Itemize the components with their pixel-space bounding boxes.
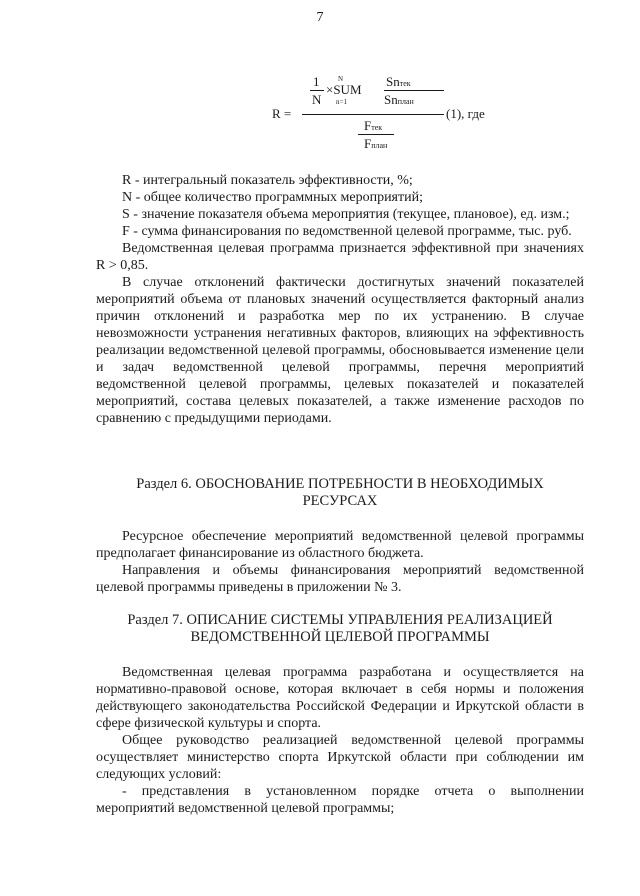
formula-sn-tek-sub: тек — [399, 79, 411, 88]
formula-f-plan-sub: план — [371, 141, 388, 150]
formula-sn-fraction-bar — [384, 90, 444, 91]
formula-tail: (1), где — [446, 106, 485, 121]
section-6-paragraph-2: Направления и объемы финансирования мероприятий ведомственной целевой программы приведены в приложении № 3. — [96, 563, 584, 595]
formula-sn-tek-base: Sn — [386, 74, 400, 89]
effectiveness-criterion: Ведомственная целевая программа признается эффективной при значениях R > 0,85. — [96, 241, 584, 273]
section-6-title — [96, 476, 584, 510]
formula-f-tek — [364, 118, 382, 134]
legend-f: F - сумма финансирования по ведомственной целевой программе, тыс. руб. — [122, 224, 572, 239]
section-7-paragraph-1: Ведомственная целевая программа разработана и осуществляется на нормативно-правовой основе, которая включает в себя нормы и положения действующего законодательства Российской Федерации и Иркутской области в сфере физической культуры и спорта. — [96, 665, 584, 731]
formula-one: 1 — [313, 74, 320, 89]
section-7-list-item-1: - представления в установленном порядке отчета о выполнении мероприятий ведомственной целевой программы; — [96, 784, 584, 816]
section-7-title-line-1: Раздел 7. ОПИСАНИЕ СИСТЕМЫ УПРАВЛЕНИЯ РЕАЛИЗАЦИЕЙ — [127, 612, 553, 628]
formula-f-plan-base: F — [364, 136, 372, 151]
section-6-body — [96, 528, 584, 596]
efficiency-formula — [272, 74, 485, 160]
formula-n: N — [312, 92, 322, 107]
formula-times-sum: ×SUM — [326, 82, 362, 97]
formula-main-fraction-bar — [302, 114, 444, 115]
formula-sn-plan — [384, 92, 414, 108]
section-7-title — [96, 612, 584, 646]
section-7-body — [96, 664, 584, 817]
legend-s: S - значение показателя объема мероприятия (текущее, плановое), ед. изм.; — [122, 207, 570, 222]
formula-lhs: R = — [272, 106, 292, 121]
formula-f-plan — [364, 136, 387, 152]
formula-f-fraction-bar — [358, 134, 394, 135]
formula-sn-plan-base: Sn — [384, 92, 398, 107]
section-6-title-line-1: Раздел 6. ОБОСНОВАНИЕ ПОТРЕБНОСТИ В НЕОБХОДИМЫХ — [136, 476, 544, 492]
section-7-paragraph-2: Общее руководство реализацией ведомственной целевой программы осуществляет министерство спорта Иркутской области при соблюдении им следующих условий: — [96, 733, 584, 782]
page-number: 7 — [316, 10, 324, 25]
section-7-title-line-2: ВЕДОМСТВЕННОЙ ЦЕЛЕВОЙ ПРОГРАММЫ — [190, 629, 490, 645]
formula-f-tek-base: F — [364, 118, 372, 133]
formula-sn-plan-sub: план — [397, 97, 414, 106]
formula-sn-tek — [386, 74, 411, 90]
deviation-paragraph: В случае отклонений фактически достигнутых значений показателей мероприятий объема от плановых значений осуществляется факторный анализ причин отклонений и разработка мер по их устранению. В случае невозможности устранения негативных факторов, влияющих на эффективность реализации ведомственной целевой программы, обосновывается изменение цели и задач ведомственной целевой программы, перечня мероприятий ведомственной целевой программы, целевых показателей и показателей мероприятий, состава целевых показателей, а также изменение расходов по сравнению с предыдущими периодами. — [96, 275, 584, 426]
formula-sum-upper: N — [338, 75, 344, 83]
formula-sum-lower: n=1 — [336, 98, 347, 106]
formula-one-over-n-bar — [310, 90, 324, 91]
formula-f-tek-sub: тек — [371, 123, 383, 132]
section-6-title-line-2: РЕСУРСАХ — [302, 493, 378, 509]
formula-legend-and-body — [96, 172, 584, 427]
section-6-paragraph-1: Ресурсное обеспечение мероприятий ведомственной целевой программы предполагает финансирование из областного бюджета. — [96, 529, 584, 561]
legend-n: N - общее количество программных мероприятий; — [122, 190, 423, 205]
legend-r: R - интегральный показатель эффективности, %; — [122, 173, 413, 188]
